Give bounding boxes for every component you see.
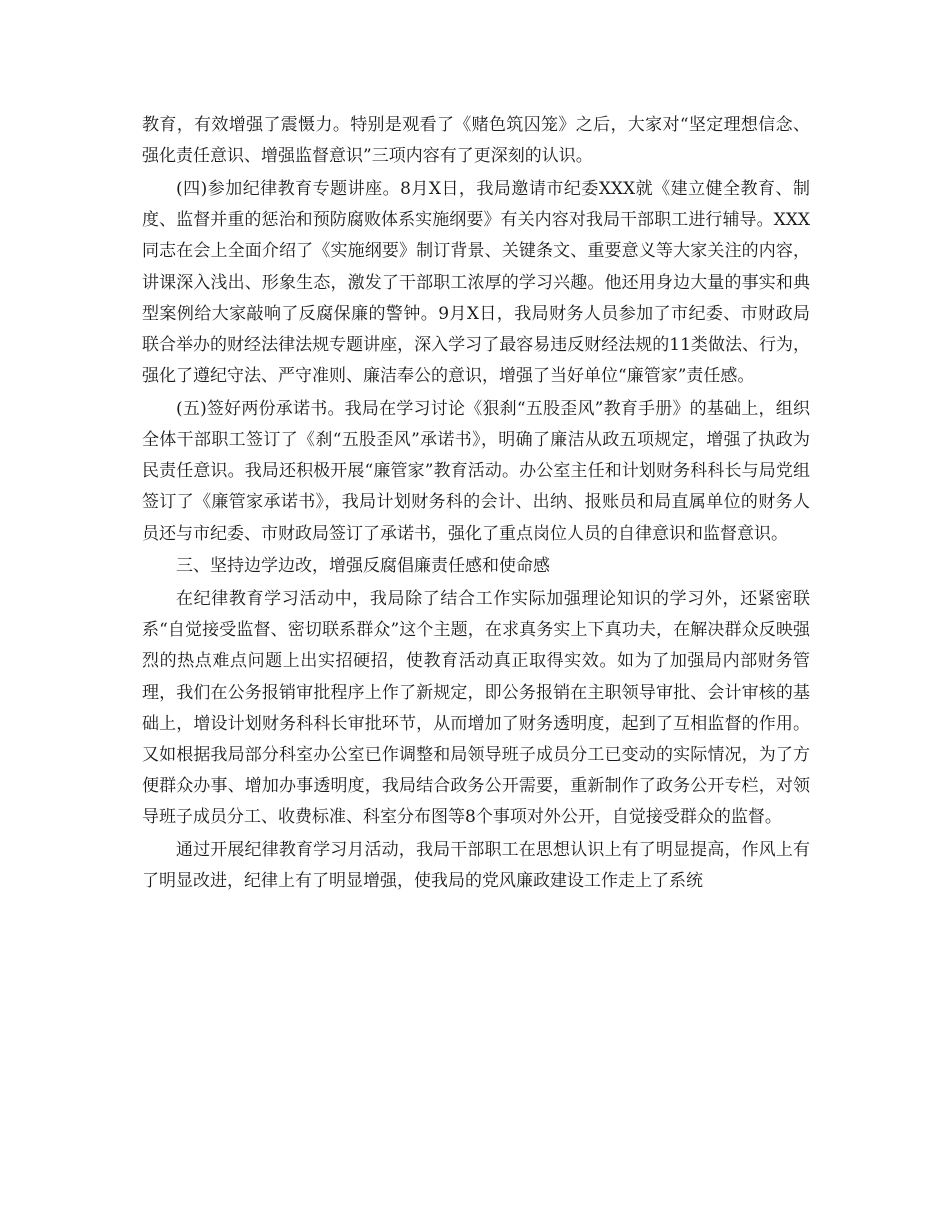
paragraph-rectification: 在纪律教育学习活动中，我局除了结合工作实际加强理论知识的学习外，还紧密联系“自觉接受监督、密切联系群众”这个主题，在求真务实上下真功夫，在解决群众反映强烈的热点难点问题上出实招硬招，使教育活动真正取得实效。如为了加强局内部财务管理，我们在公务报销审批程序上作了新规定，即公务报销在主职领导审批、会计审核的基础上，增设计划财务科科长审批环节，从而增加了财务透明度，起到了互相监督的作用。又如根据我局部分科室办公室已作调整和局领导班子成员分工已变动的实际情况，为了方便群众办事、增加办事透明度，我局结合政务公开需要，重新制作了政务公开专栏，对领导班子成员分工、收费标准、科室分布图等8个事项对外公开，自觉接受群众的监督。 <box>142 589 810 828</box>
paragraph-lecture: (四)参加纪律教育专题讲座。8月X日，我局邀请市纪委XXX就《建立健全教育、制度、监督并重的惩治和预防腐败体系实施纲要》有关内容对我局干部职工进行辅导。XXX同志在会上全面介绍了《实施纲要》制订背景、关键条文、重要意义等大家关注的内容，讲课深入浅出、形象生态，激发了干部职工浓厚的学习兴趣。他还用身边大量的事实和典型案例给大家敲响了反腐保廉的警钟。9月X日，我局财务人员参加了市纪委、市财政局联合举办的财经法律法规专题讲座，深入学习了最容易违反财经法规的11类做法、行为，强化了遵纪守法、严守准则、廉洁奉公的意识，增强了当好单位“廉管家”责任感。 <box>142 178 810 387</box>
section-heading-three: 三、坚持边学边改，增强反腐倡廉责任感和使命感 <box>176 556 550 577</box>
document-body <box>142 110 810 899</box>
paragraph-pledge: (五)签好两份承诺书。我局在学习讨论《狠刹“五股歪风”教育手册》的基础上，组织全体干部职工签订了《刹“五股歪风”承诺书》，明确了廉洁从政五项规定，增强了执政为民责任意识。我局还积极开展“廉管家”教育活动。办公室主任和计划财务科科长与局党组签订了《廉管家承诺书》，我局计划财务科的会计、出纳、报账员和局直属单位的财务人员还与市纪委、市财政局签订了承诺书，强化了重点岗位人员的自律意识和监督意识。 <box>142 398 810 544</box>
paragraph-summary: 通过开展纪律教育学习月活动，我局干部职工在思想认识上有了明显提高，作风上有了明显改进，纪律上有了明显增强，使我局的党风廉政建设工作走上了系统 <box>142 840 810 892</box>
paragraph-continued: 教育，有效增强了震慑力。特别是观看了《赌色筑囚笼》之后，大家对“坚定理想信念、强化责任意识、增强监督意识”三项内容有了更深刻的认识。 <box>142 115 810 167</box>
